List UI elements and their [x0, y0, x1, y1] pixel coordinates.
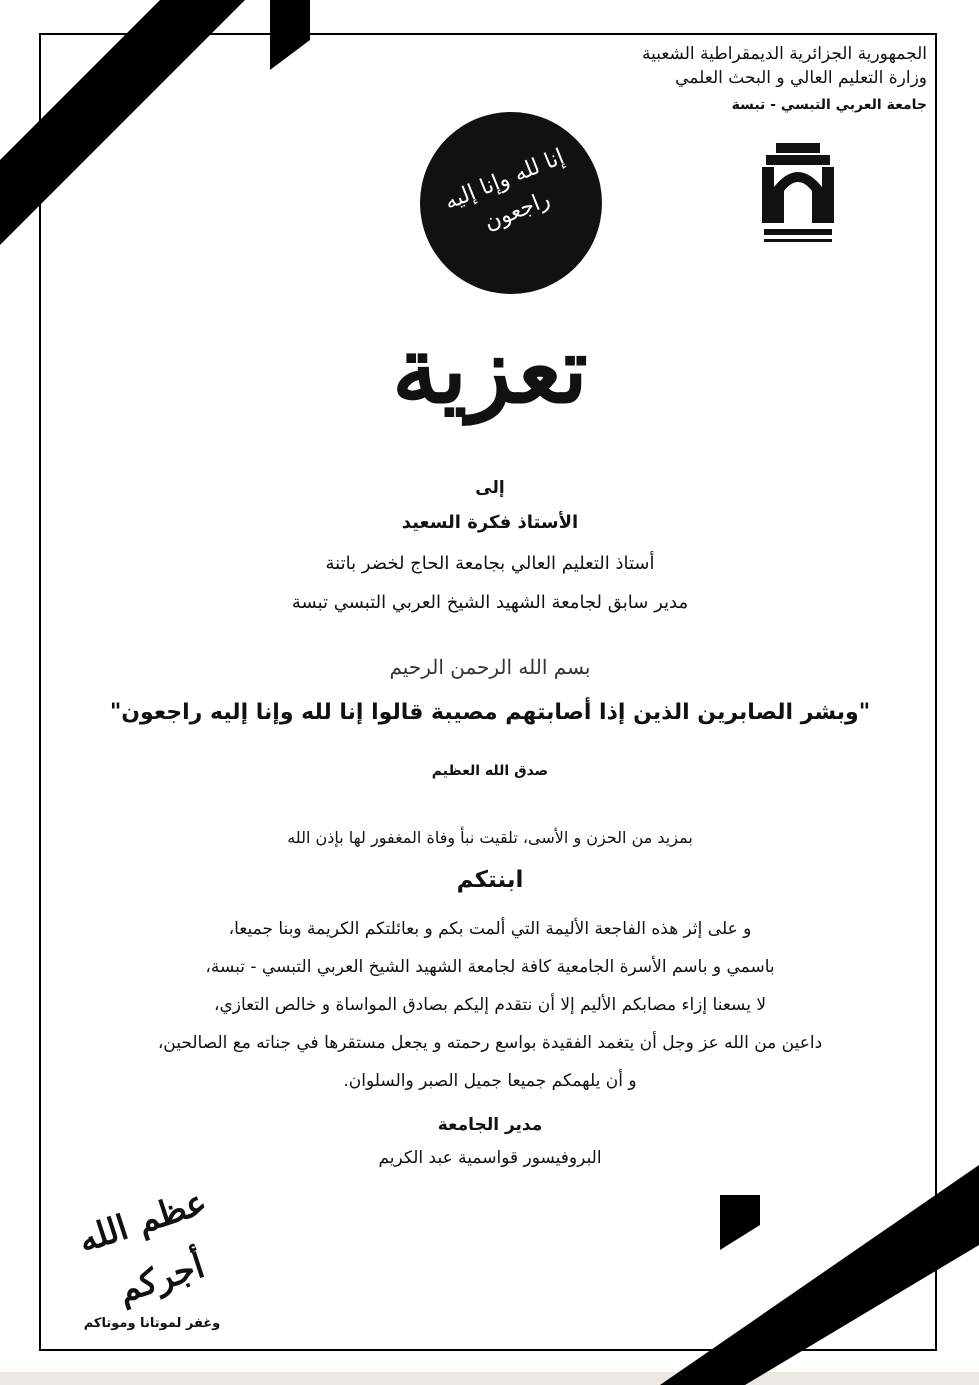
footer-text: وغفر لموتانا وموتاكم [83, 1316, 221, 1331]
body-line-2: باسمي و باسم الأسرة الجامعية كافة لجامعة الشهيد الشيخ العربي التبسي - تبسة، [205, 957, 775, 977]
republic-name: الجمهورية الجزائرية الديمقراطية الشعبية [641, 44, 927, 64]
bottom-right-ribbon-tail [720, 1195, 760, 1250]
intro-text: بمزيد من الحزن و الأسى، تلقيت نبأ وفاة المغفور لها بإذن الله [287, 828, 693, 847]
signature-title: مدير الجامعة [437, 1115, 543, 1135]
footer-calligraphy-block [62, 1182, 242, 1331]
bottom-right-ribbon [660, 1165, 979, 1385]
body-line-4: داعين من الله عز وجل أن يتغمد الفقيدة بواسع رحمته و يجعل مستقرها في جناته مع الصالحين، [157, 1033, 823, 1053]
signature-name: البروفيسور قواسمية عبد الكريم [378, 1148, 602, 1168]
body-line-1: و على إثر هذه الفاجعة الأليمة التي ألمت بكم و بعائلتكم الكريمة وبنا جميعا، [228, 919, 752, 939]
deceased-label: ابنتكم [456, 867, 524, 893]
condolence-body [60, 910, 920, 1100]
basmala: بسم الله الرحمن الرحيم [389, 655, 591, 679]
body-line-3: لا يسعنا إزاء مصابكم الأليم إلا أن نتقدم إليكم بصادق المواساة و خالص التعازي، [213, 995, 767, 1015]
recipient-name: الأستاذ فكرة السعيد [401, 512, 579, 533]
ministry-name: وزارة التعليم العالي و البحث العلمي [675, 68, 927, 88]
header-institution [597, 42, 927, 118]
quran-verse: "وبشر الصابرين الذين إذا أصابتهم مصيبة قالوا إنا لله وإنا إليه راجعون" [109, 700, 871, 725]
recipient-position-2: مدير سابق لجامعة الشهيد الشيخ العربي التبسي تبسة [291, 592, 689, 613]
university-logo [758, 143, 838, 253]
recipient-to: إلى [475, 478, 505, 498]
emblem-calligraphy: إنا لله وإنا إليه راجعون [441, 144, 568, 236]
footer-calligraphy: عظم الله أجركم [73, 1182, 212, 1312]
page-title [330, 285, 650, 475]
top-left-ribbon [0, 0, 245, 245]
sadaq-text: صدق الله العظيم [431, 763, 549, 779]
title-calligraphy: تعزية [392, 316, 588, 424]
body-line-5: و أن يلهمكم جميعا جميل الصبر والسلوان. [343, 1071, 637, 1091]
recipient-position-1: أستاذ التعليم العالي بجامعة الحاج لخضر باتنة [325, 553, 655, 574]
top-left-ribbon-tail [270, 0, 310, 70]
emblem-circle [420, 112, 602, 294]
university-name: جامعة العربي التبسي - تبسة [731, 97, 927, 113]
